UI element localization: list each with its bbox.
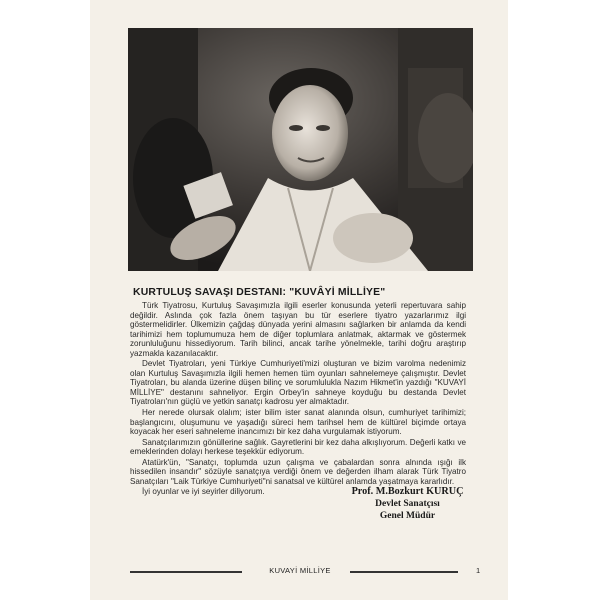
signature-title-2: Genel Müdür <box>379 511 436 521</box>
signature-name: Prof. M.Bozkurt KURUÇ <box>351 486 464 497</box>
paragraph: İyi oyunlar ve iyi seyirler diliyorum. <box>142 487 265 497</box>
signature-title-1: Devlet Sanatçısı <box>375 499 440 509</box>
portrait-photo <box>128 28 473 271</box>
portrait-photo-icon <box>128 28 473 271</box>
footer-title: KUVAYİ MİLLİYE <box>269 566 331 575</box>
footer-rule-left <box>130 571 242 573</box>
footer-rule-right <box>350 571 458 573</box>
paragraph: Türk Tiyatrosu, Kurtuluş Savaşımızla ilgili eserler konusunda yeterli repertuvara sahip değildir. Aslında çok fazla önem taşıyan bu tür eserlere tiyatro yazarlarımız ilgi göstermelidirler. Ülkemizin çağdaş dünyada yerini almasını sağlarken bir anlamda da kendi tarihimizi hem toplumumuza hem de diğer toplumlara anlatmak, aktarmak ve göstermek zorunluluğunu hissediyorum. Tarih bilinci, ancak tarihe yönelmekle, tarihi doğru araştırıp yazmakla kazanılacaktır. <box>130 301 466 358</box>
article-heading: KURTULUŞ SAVAŞI DESTANI: "KUVÂYİ MİLLİYE" <box>133 287 386 298</box>
paragraph: Her nerede olursak olalım; ister bilim ister sanat alanında olsun, cumhuriyet tarihimizi; başlangıcını, oluşumunu ve yaşadığı süreci hem tarihsel hem de kültürel biçimde ortaya koyacak her eseri sahneleme inancımızı bir kez daha vurgulamak istiyorum. <box>130 408 466 437</box>
signature-block <box>340 486 475 522</box>
paragraph: Sanatçılarımızın gönüllerine sağlık. Gayretlerini bir kez daha alkışlıyorum. Değerli katkı ve emeklerinden dolayı herkese teşekkür ediyorum. <box>130 437 466 457</box>
article-body <box>130 301 466 498</box>
paragraph: Atatürk'ün, "Sanatçı, toplumda uzun çalışma ve çabalardan sonra alnında ışığı ilk hissedilen insandır" sözüyle sanatçıya verdiği önem ve değerden ilham alarak Türk Tiyatro Sanatçıları "Laik Türkiye Cumhuriyeti"ni sanatsal ve kültürel anlamda yaşatmaya kararlıdır. <box>130 457 466 486</box>
paragraph: Devlet Tiyatroları, yeni Türkiye Cumhuriyeti'mizi oluşturan ve bizim varolma nedenimiz olan Kurtuluş Savaşımızla ilgili hemen hemen tüm oyunları sahnelemeye çalışmıştır. Devlet Tiyatroları, bu alanda üzerine düşen bilinç ve sorumlulukla Nazım Hikmet'in yazdığı "KUVAYİ MİLLİYE" destanını sahneliyor. Ergin Orbey'in sahneye koyduğu bu destanda Devlet Tiyatroları'nın güçlü ve yetkin sanatçı kadrosu yer almaktadır. <box>130 359 466 407</box>
page-number: 1 <box>476 566 481 575</box>
